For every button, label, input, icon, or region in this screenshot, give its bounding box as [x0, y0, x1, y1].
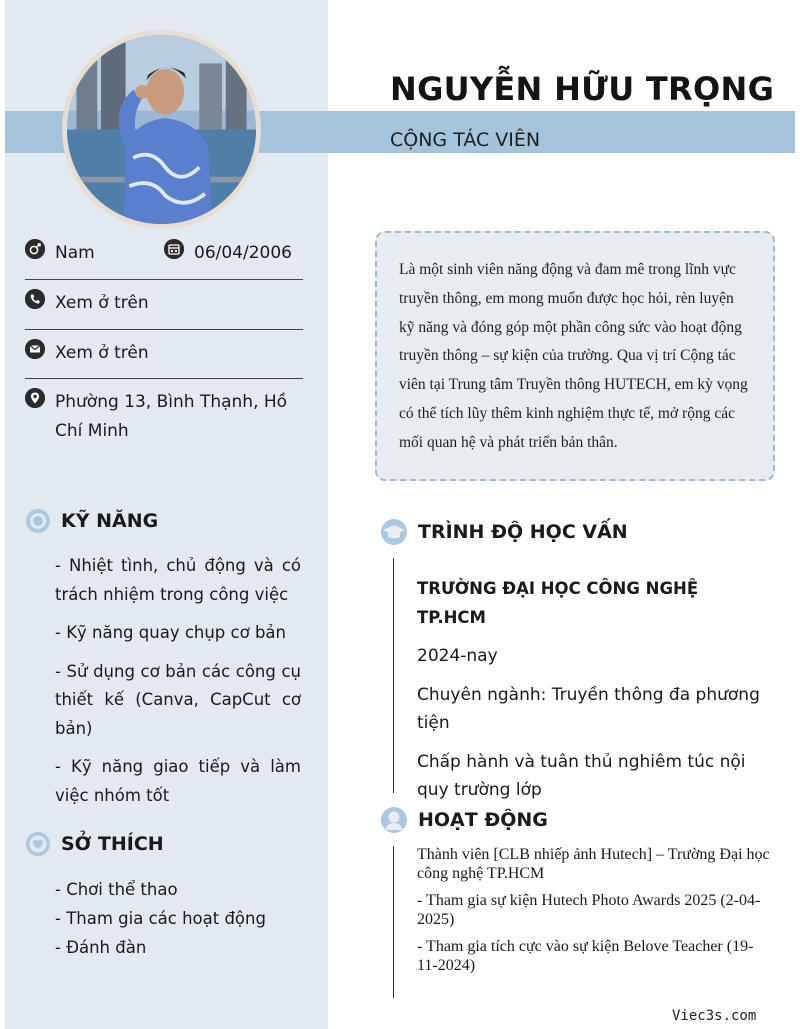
- hobbies-heading-text: SỞ THÍCH: [61, 833, 164, 855]
- activity-item: Thành viên [CLB nhiếp ảnh Hutech] – Trường Đại học công nghệ TP.HCM: [417, 846, 770, 882]
- divider: [25, 329, 303, 330]
- timeline-line: [393, 846, 394, 998]
- person-icon: [380, 806, 408, 834]
- hobbies-heading: [25, 831, 164, 857]
- activities-list: [417, 845, 772, 983]
- heart-icon: [25, 831, 51, 857]
- email-row: [25, 339, 303, 369]
- person-role: CỘNG TÁC VIÊN: [390, 129, 541, 151]
- divider: [25, 279, 303, 280]
- school-name: TRƯỜNG ĐẠI HỌC CÔNG NGHỆ TP.HCM: [417, 579, 699, 627]
- skills-heading: [25, 508, 158, 534]
- education-heading-text: TRÌNH ĐỘ HỌC VẤN: [418, 521, 628, 543]
- phone-value: Xem ở trên: [55, 293, 149, 313]
- skills-list: [55, 552, 301, 820]
- address-row: [25, 388, 303, 448]
- email-value: Xem ở trên: [55, 343, 149, 363]
- phone-icon: [25, 289, 45, 309]
- education-note: Chấp hành và tuân thủ nghiêm túc nội quy trường lớp: [417, 751, 746, 800]
- profile-photo: [62, 30, 261, 229]
- address-value: Phường 13, Bình Thạnh, Hồ Chí Minh: [55, 392, 288, 441]
- phone-row: [25, 289, 303, 319]
- activities-heading: [380, 806, 548, 834]
- person-name: NGUYỄN HỮU TRỌNG: [390, 70, 775, 108]
- hobby-item: - Tham gia các hoạt động: [55, 909, 266, 928]
- education-heading: [380, 518, 628, 546]
- location-pin-icon: [25, 388, 45, 408]
- target-icon: [25, 508, 51, 534]
- education-block: [417, 575, 767, 815]
- education-period: 2024-nay: [417, 646, 498, 666]
- gender-icon: [25, 239, 45, 259]
- birthdate-value: 06/04/2006: [194, 243, 292, 263]
- hobbies-list: [55, 875, 266, 962]
- birthdate-row: [164, 239, 304, 269]
- activity-item: - Tham gia tích cực vào sự kiện Belove Teacher (19-11-2024): [417, 938, 754, 974]
- activities-heading-text: HOẠT ĐỘNG: [418, 809, 548, 831]
- skills-heading-text: KỸ NĂNG: [61, 510, 159, 532]
- watermark: Viec3s.com: [672, 1008, 757, 1024]
- skill-item: - Nhiệt tình, chủ động và có trách nhiệm trong công việc: [55, 556, 301, 604]
- hobby-item: - Chơi thể thao: [55, 880, 178, 899]
- career-summary: Là một sinh viên năng động và đam mê trong lĩnh vực truyền thông, em mong muốn được học hỏi, rèn luyện kỹ năng và đóng góp một phần công sức vào hoạt động truyền thông – sự kiện của trường. Qua vị trí Cộng tác viên tại Trung tâm Truyền thông HUTECH, em kỳ vọng có thể tích lũy thêm kinh nghiệm thực tế, mở rộng các mối quan hệ và phát triển bản thân.: [375, 231, 775, 481]
- email-icon: [25, 339, 45, 359]
- calendar-icon: [164, 239, 184, 259]
- skill-item: - Kỹ năng giao tiếp và làm việc nhóm tốt: [55, 757, 301, 805]
- activity-item: - Tham gia sự kiện Hutech Photo Awards 2025 (2-04-2025): [417, 892, 761, 928]
- skill-item: - Sử dụng cơ bản các công cụ thiết kế (Canva, CapCut cơ bản): [55, 661, 301, 738]
- hobby-item: - Đánh đàn: [55, 938, 147, 957]
- timeline-line: [393, 558, 394, 793]
- gender-value: Nam: [55, 243, 95, 263]
- graduation-cap-icon: [380, 518, 408, 546]
- skill-item: - Kỹ năng quay chụp cơ bản: [55, 623, 286, 642]
- education-major: Chuyên ngành: Truyền thông đa phương tiện: [417, 684, 760, 733]
- divider: [25, 378, 303, 379]
